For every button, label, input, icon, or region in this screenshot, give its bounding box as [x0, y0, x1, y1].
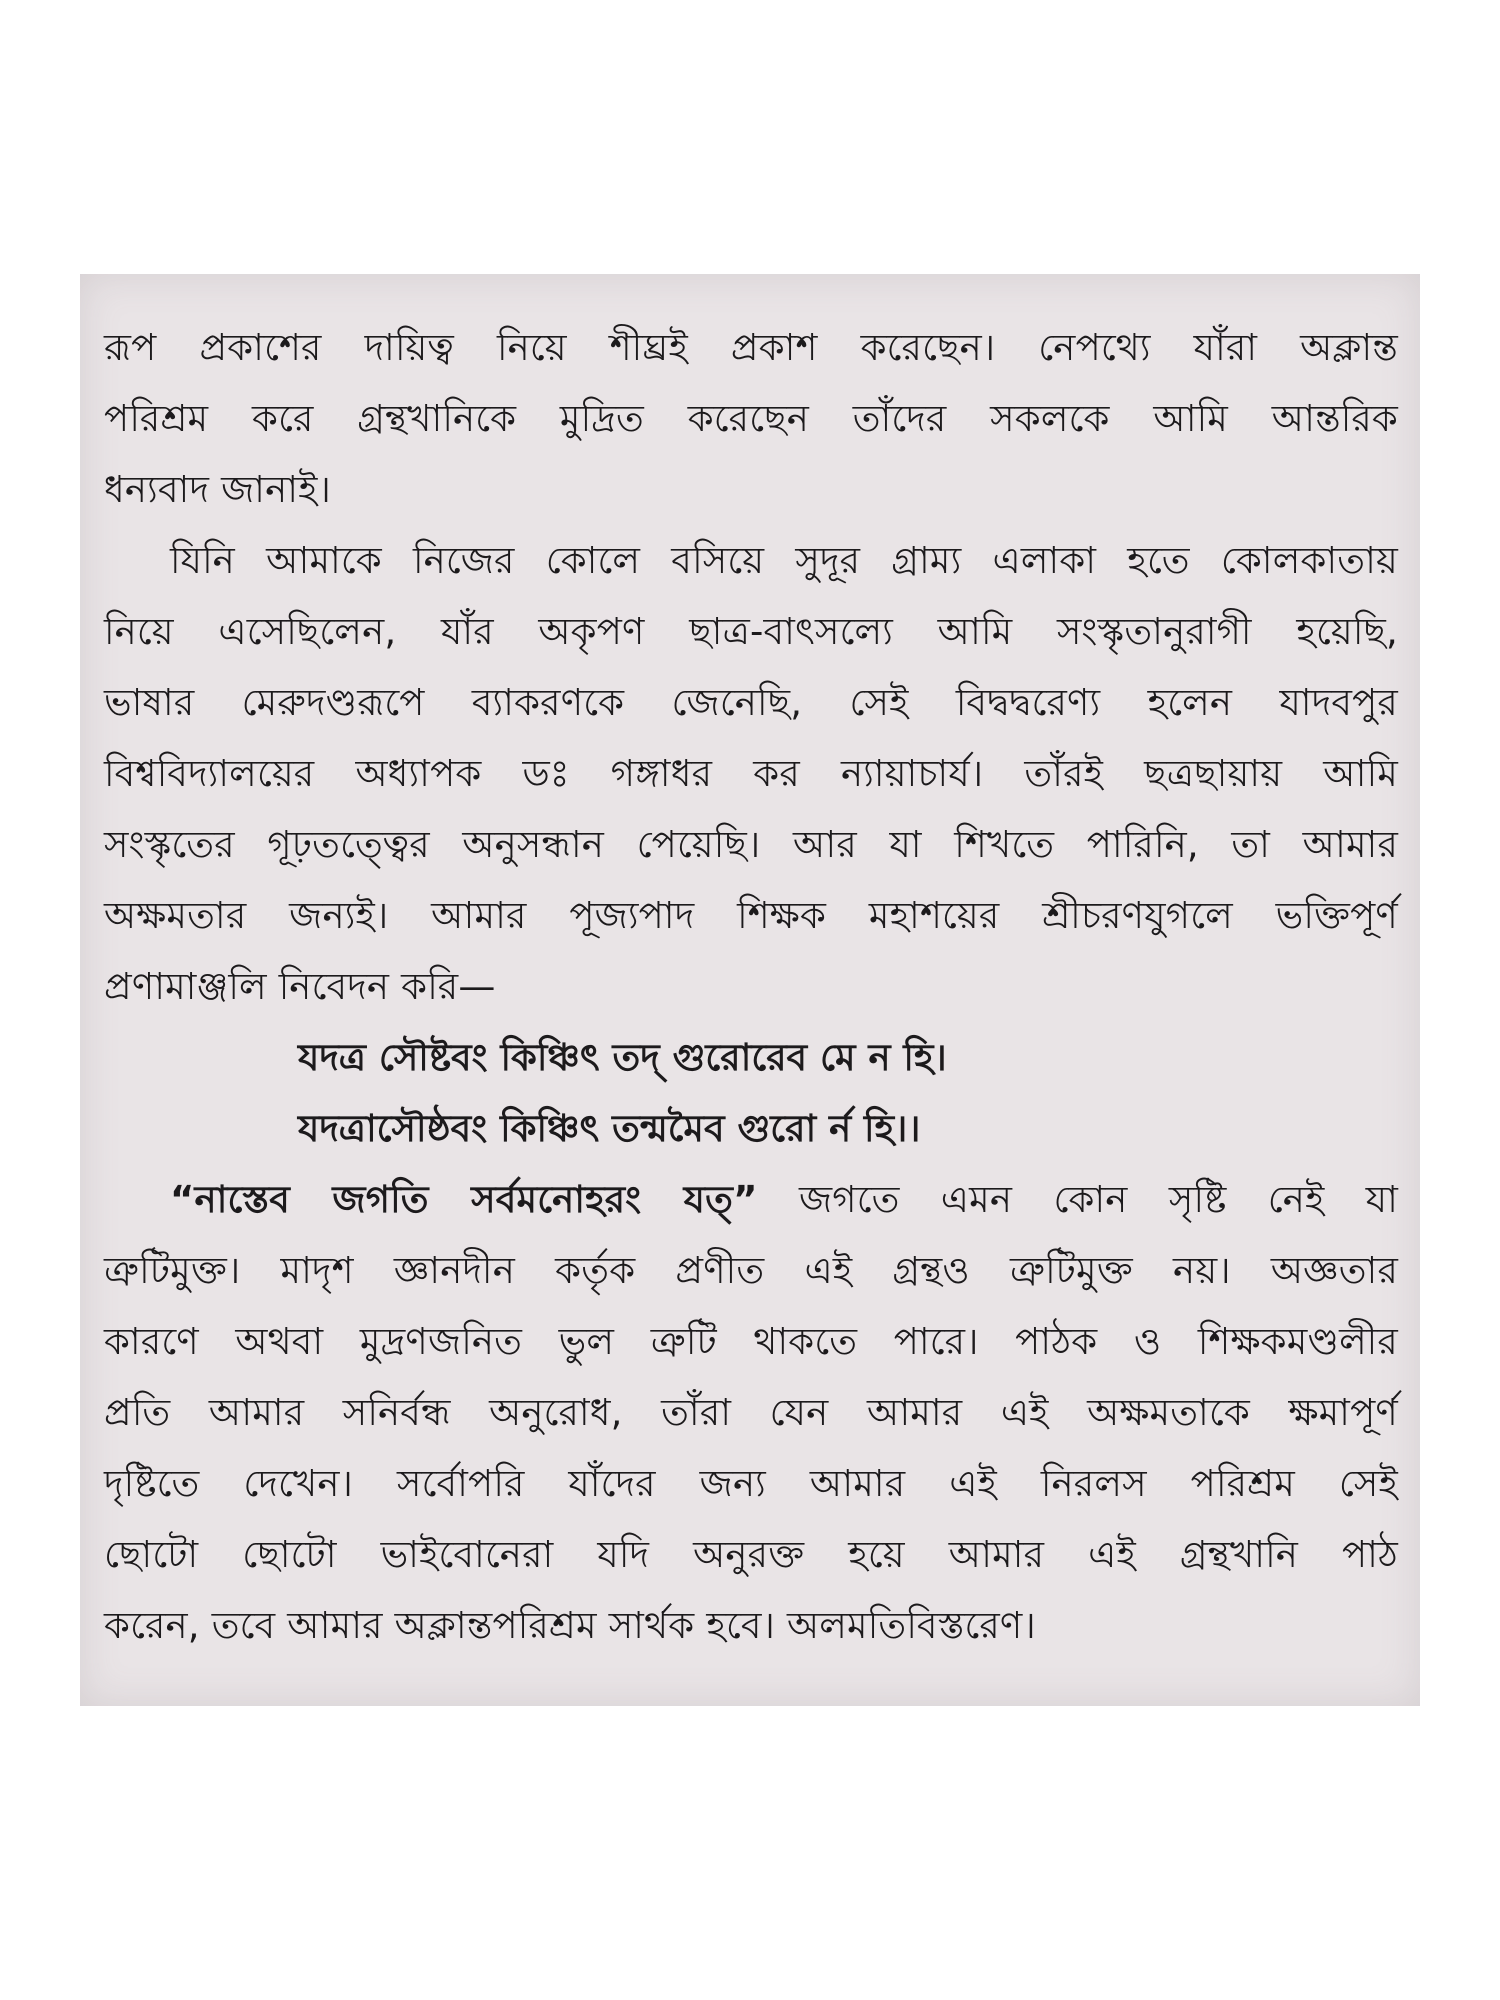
text-line: পরিশ্রম করে গ্রন্থখানিকে মুদ্রিত করেছেন তাঁদের সকলকে আমি আন্তরিক: [104, 397, 1398, 440]
text-line: ভাষার মেরুদণ্ডরূপে ব্যাকরণকে জেনেছি, সেই বিদ্বদ্বরেণ্য হলেন যাদবপুর: [104, 681, 1398, 724]
text-line: কারণে অথবা মুদ্রণজনিত ভুল ত্রুটি থাকতে পারে। পাঠক ও শিক্ষকমণ্ডলীর: [104, 1320, 1398, 1363]
text-line: ত্রুটিমুক্ত। মাদৃশ জ্ঞানদীন কর্তৃক প্রণীত এই গ্রন্থও ত্রুটিমুক্ত নয়। অজ্ঞতার: [104, 1249, 1398, 1292]
text-line: অক্ষমতার জন্যই। আমার পূজ্যপাদ শিক্ষক মহাশয়ের শ্রীচরণযুগলে ভক্তিপূর্ণ: [104, 894, 1398, 937]
text-line: প্রণামাঞ্জলি নিবেদন করি—: [104, 965, 496, 1008]
text-line: যিনি আমাকে নিজের কোলে বসিয়ে সুদূর গ্রাম্য এলাকা হতে কোলকাতায়: [170, 539, 1398, 582]
text-line: প্রতি আমার সনির্বন্ধ অনুরোধ, তাঁরা যেন আমার এই অক্ষমতাকে ক্ষমাপূর্ণ: [104, 1391, 1398, 1434]
verse-line: যদত্র সৌষ্টবং কিঞ্চিৎ তদ্ গুরোরেব মে ন হি।: [298, 1036, 947, 1079]
text-line: সংস্কৃতের গূঢ়তত্ত্বের অনুসন্ধান পেয়েছি। আর যা শিখতে পারিনি, তা আমার: [104, 823, 1398, 866]
text-line: দৃষ্টিতে দেখেন। সর্বোপরি যাঁদের জন্য আমার এই নিরলস পরিশ্রম সেই: [104, 1462, 1398, 1505]
sanskrit-quote: “নাস্তেব জগতি সর্বমনোহরং যত্”: [170, 1178, 758, 1221]
text-line: [104, 1164, 1398, 1235]
text-line: ধন্যবাদ জানাই।: [104, 468, 331, 511]
text-span: জগতে এমন কোন সৃষ্টি নেই যা: [798, 1178, 1398, 1221]
text-line: ছোটো ছোটো ভাইবোনেরা যদি অনুরক্ত হয়ে আমার এই গ্রন্থখানি পাঠ: [104, 1533, 1398, 1576]
scanned-page: [80, 274, 1420, 1706]
text-line: করেন, তবে আমার অক্লান্তপরিশ্রম সার্থক হবে। অলমতিবিস্তরেণ।: [104, 1604, 1036, 1647]
text-line: নিয়ে এসেছিলেন, যাঁর অকৃপণ ছাত্র-বাৎসল্যে আমি সংস্কৃতানুরাগী হয়েছি,: [104, 610, 1398, 653]
verse-line: যদত্রাসৌষ্ঠবং কিঞ্চিৎ তন্মমৈব গুরো র্ন হি।।: [298, 1107, 921, 1150]
text-line: রূপ প্রকাশের দায়িত্ব নিয়ে শীঘ্রই প্রকাশ করেছেন। নেপথ্যে যাঁরা অক্লান্ত: [104, 326, 1398, 369]
text-line: বিশ্ববিদ্যালয়ের অধ্যাপক ডঃ গঙ্গাধর কর ন্যায়াচার্য। তাঁরই ছত্রছায়ায় আমি: [104, 752, 1398, 795]
